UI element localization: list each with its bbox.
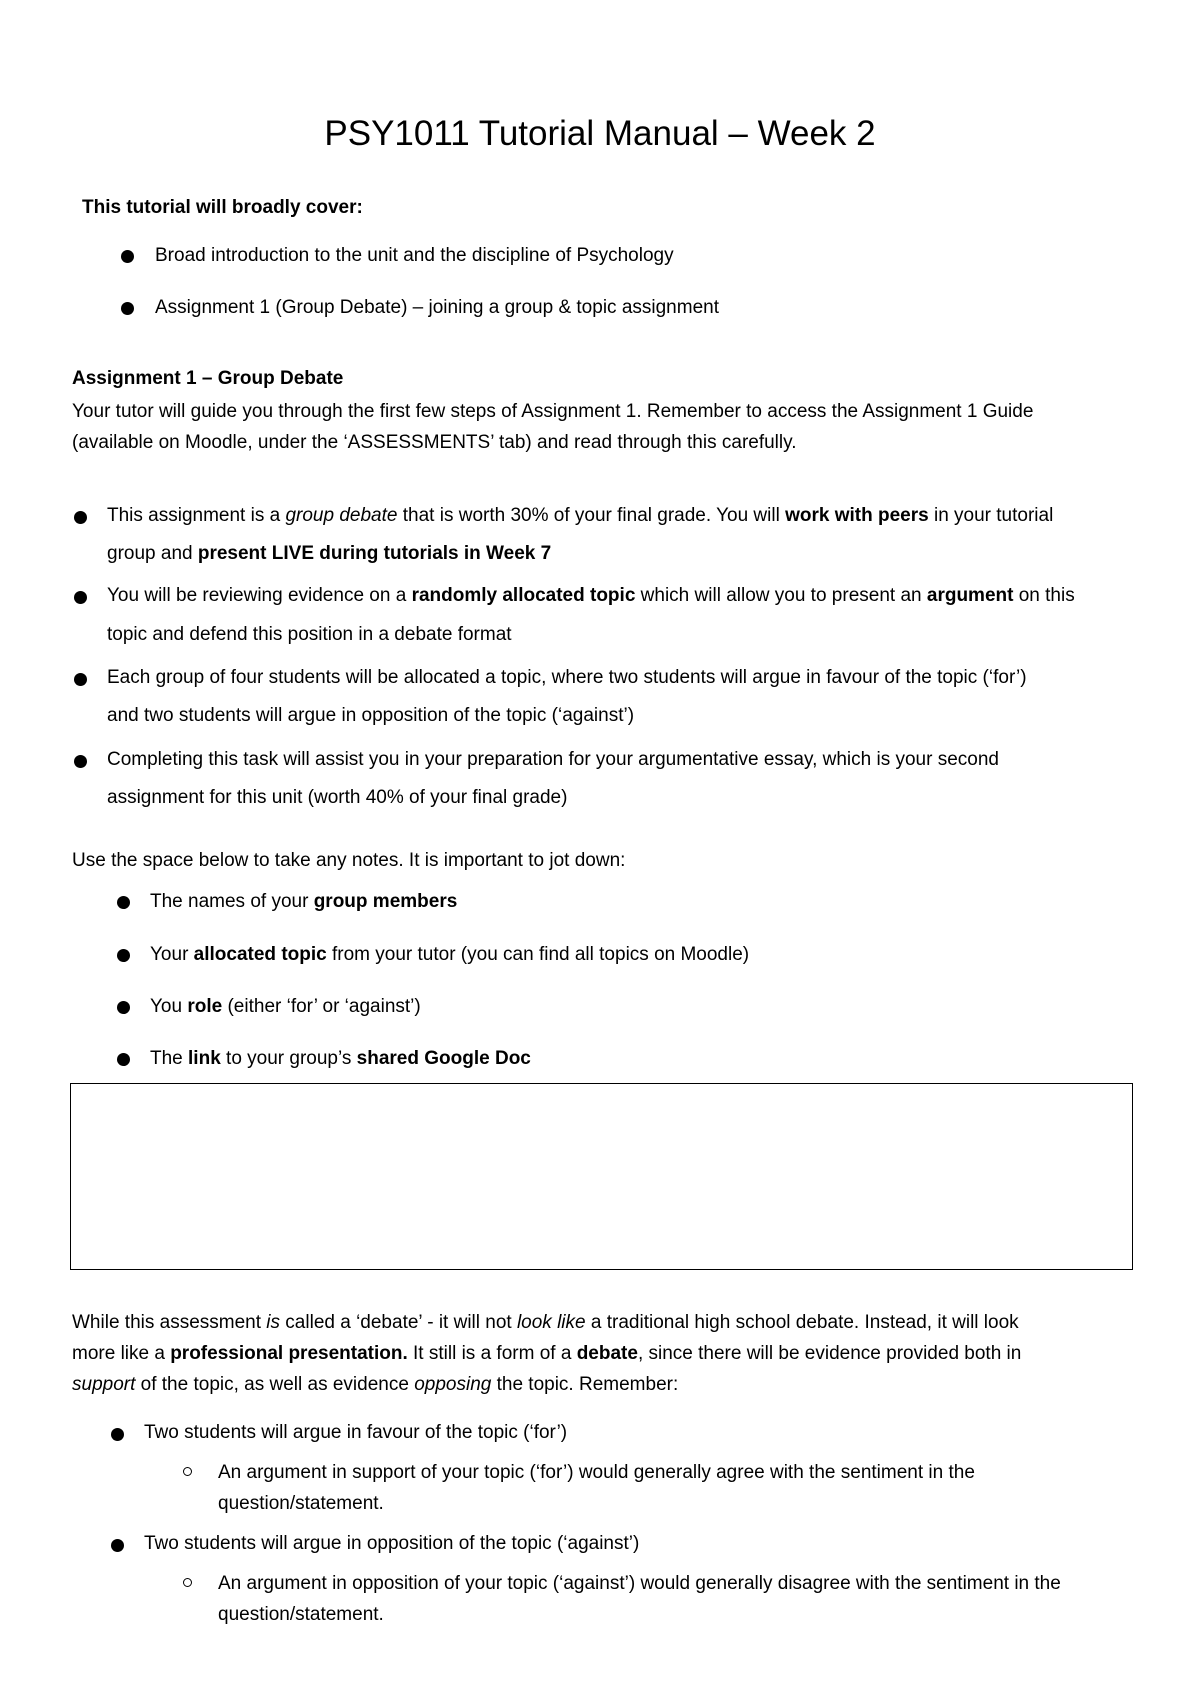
debate-item-for: Two students will argue in favour of the topic (‘for’)	[144, 1422, 568, 1443]
page-title: PSY1011 Tutorial Manual – Week 2	[324, 114, 876, 153]
debate-subitem-line: question/statement.	[218, 1493, 384, 1514]
bullet-icon	[74, 755, 87, 768]
text-run: argument	[926, 585, 1014, 606]
text-run: Your	[150, 944, 194, 965]
bullet-icon	[74, 673, 87, 686]
assignment-bullet-line: Each group of four students will be allocated a topic, where two students will argue in favour of the topic (‘for’)	[107, 667, 1027, 688]
text-run: that is worth 30% of your final grade. You will	[397, 505, 786, 526]
text-run: (either ‘for’ or ‘against’)	[222, 996, 421, 1017]
text-run: of the topic, as well as evidence	[135, 1374, 415, 1395]
text-run: shared Google Doc	[356, 1048, 531, 1069]
text-run: While this assessment	[72, 1312, 267, 1333]
assignment-bullet-line	[107, 541, 551, 567]
bullet-icon	[117, 1001, 130, 1014]
notes-intro: Use the space below to take any notes. It is important to jot down:	[72, 850, 626, 871]
debate-subitem-line: question/statement.	[218, 1604, 384, 1625]
text-run: work with peers	[785, 505, 929, 526]
text-run: professional presentation.	[170, 1343, 408, 1364]
text-run: group and	[107, 543, 198, 564]
notes-item	[150, 942, 749, 968]
text-run: role	[187, 996, 223, 1017]
bullet-icon	[111, 1428, 124, 1441]
assignment-bullet-line	[107, 503, 1053, 529]
intro-item: Broad introduction to the unit and the discipline of Psychology	[155, 245, 674, 266]
text-run: opposing	[414, 1374, 492, 1395]
text-run: which will allow you to present an	[635, 585, 927, 606]
sub-bullet-icon	[183, 1578, 192, 1587]
assignment-paragraph-line: (available on Moodle, under the ‘ASSESSMENTS’ tab) and read through this carefully.	[72, 432, 797, 453]
text-run: called a ‘debate’ - it will not	[280, 1312, 517, 1333]
debate-paragraph-line	[72, 1341, 1021, 1367]
text-run: You will be reviewing evidence on a	[107, 585, 412, 606]
text-run: The	[150, 1048, 189, 1069]
debate-paragraph-line	[72, 1310, 1019, 1336]
text-run: in your tutorial	[928, 505, 1054, 526]
notes-item	[150, 1046, 531, 1072]
text-run: support	[72, 1374, 136, 1395]
assignment-bullet-line: Completing this task will assist you in your preparation for your argumentative essay, which is your second	[107, 749, 999, 770]
notes-item	[150, 994, 421, 1020]
bullet-icon	[117, 896, 130, 909]
text-run: to your group’s	[220, 1048, 357, 1069]
text-run: group debate	[285, 505, 398, 526]
text-run: This assignment is a	[107, 505, 286, 526]
bullet-icon	[117, 949, 130, 962]
sub-bullet-icon	[183, 1467, 192, 1476]
debate-item-against: Two students will argue in opposition of the topic (‘against’)	[144, 1533, 640, 1554]
text-run: , since there will be evidence provided both in	[637, 1343, 1022, 1364]
assignment-paragraph-line: Your tutor will guide you through the first few steps of Assignment 1. Remember to access the Assignment 1 Guide	[72, 401, 1034, 422]
bullet-icon	[74, 591, 87, 604]
text-run: You	[150, 996, 188, 1017]
notes-box[interactable]	[70, 1083, 1133, 1270]
assignment-heading: Assignment 1 – Group Debate	[72, 368, 344, 389]
text-run: group members	[313, 891, 458, 912]
bullet-icon	[121, 302, 134, 315]
bullet-icon	[117, 1053, 130, 1066]
assignment-bullet-line: and two students will argue in opposition of the topic (‘against’)	[107, 705, 635, 726]
text-run: is	[266, 1312, 281, 1333]
text-run: link	[188, 1048, 221, 1069]
assignment-bullet-line: topic and defend this position in a debate format	[107, 624, 512, 645]
text-run: randomly allocated topic	[411, 585, 636, 606]
text-run: The names of your	[150, 891, 314, 912]
text-run: more like a	[72, 1343, 171, 1364]
bullet-icon	[74, 511, 87, 524]
intro-heading: This tutorial will broadly cover:	[82, 197, 363, 218]
notes-item	[150, 889, 457, 915]
intro-item: Assignment 1 (Group Debate) – joining a group & topic assignment	[155, 297, 719, 318]
debate-subitem-line: An argument in opposition of your topic (‘against’) would generally disagree with the sentiment in the	[218, 1573, 1061, 1594]
text-run: present LIVE during tutorials in Week 7	[197, 543, 552, 564]
bullet-icon	[111, 1539, 124, 1552]
debate-subitem-line: An argument in support of your topic (‘for’) would generally agree with the sentiment in the	[218, 1462, 975, 1483]
assignment-bullet-line: assignment for this unit (worth 40% of your final grade)	[107, 787, 568, 808]
text-run: look like	[516, 1312, 586, 1333]
text-run: from your tutor (you can find all topics on Moodle)	[326, 944, 750, 965]
bullet-icon	[121, 250, 134, 263]
text-run: allocated topic	[193, 944, 327, 965]
text-run: the topic. Remember:	[491, 1374, 679, 1395]
text-run: a traditional high school debate. Instead, it will look	[585, 1312, 1019, 1333]
assignment-bullet-line	[107, 583, 1075, 609]
debate-paragraph-line	[72, 1372, 678, 1398]
text-run: debate	[576, 1343, 638, 1364]
text-run: on this	[1013, 585, 1075, 606]
text-run: It still is a form of a	[407, 1343, 577, 1364]
